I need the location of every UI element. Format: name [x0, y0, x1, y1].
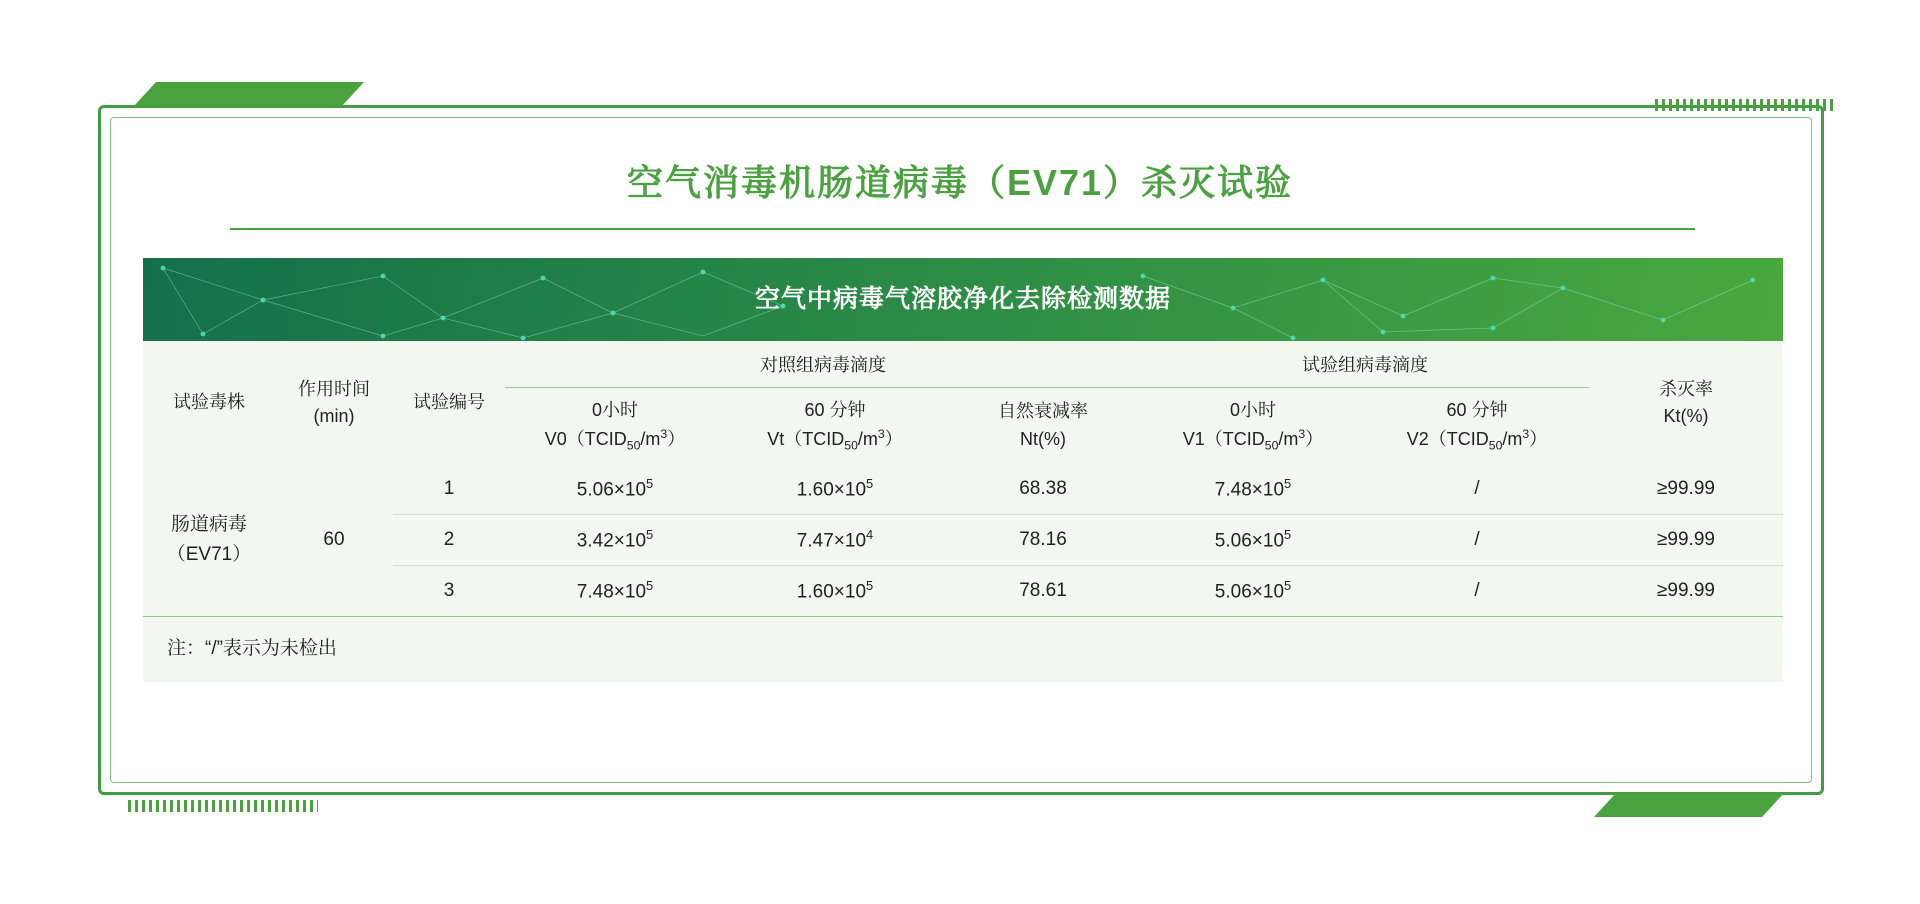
- decorative-corner-top-left: [134, 82, 364, 106]
- cell-natural-decay: 78.61: [945, 566, 1141, 617]
- title-divider: [230, 228, 1695, 230]
- cell-control-0h: $5.06\times 10^5$: [505, 464, 725, 515]
- cell-natural-decay: 68.38: [945, 464, 1141, 515]
- cell-kill-rate: ≥99.99: [1589, 566, 1783, 617]
- cell-test-0h: $5.06\times 10^5$: [1141, 515, 1365, 566]
- results-table: [143, 341, 1783, 617]
- cell-test-60min: /: [1365, 515, 1589, 566]
- banner-title: 空气中病毒气溶胶净化去除检测数据: [754, 285, 1171, 313]
- table-note: 注：“/”表示为未检出: [143, 617, 1783, 682]
- header-time: 作用时间 (min): [298, 378, 370, 426]
- cell-kill-rate: ≥99.99: [1589, 464, 1783, 515]
- cell-natural-decay: 78.16: [945, 515, 1141, 566]
- cell-kill-rate: ≥99.99: [1589, 515, 1783, 566]
- table-banner: [143, 258, 1783, 341]
- cell-test-60min: /: [1365, 464, 1589, 515]
- decorative-ticks-bottom-left: [128, 800, 318, 812]
- header-test-60min: 60 分钟 $V2(TCID_{50}/m^3)$: [1406, 399, 1548, 453]
- header-control-group: 对照组病毒滴度: [505, 341, 1141, 388]
- cell-time: 60: [275, 464, 393, 617]
- table-header-row-groups: [143, 341, 1783, 388]
- cell-test-number: 1: [393, 464, 505, 515]
- cell-test-0h: $7.48\times 10^5$: [1141, 464, 1365, 515]
- data-table-block: [143, 258, 1783, 682]
- header-control-0h: 0小时 $V0(TCID_{50}/m^3)$: [544, 399, 686, 453]
- cell-control-60min: $1.60\times 10^5$: [725, 464, 945, 515]
- cell-strain: 肠道病毒 （EV71）: [143, 464, 275, 617]
- page-title: 空气消毒机肠道病毒（EV71）杀灭试验: [626, 162, 1294, 203]
- table-row: [143, 464, 1783, 515]
- cell-test-60min: /: [1365, 566, 1589, 617]
- cell-control-60min: $1.60\times 10^5$: [725, 566, 945, 617]
- header-natural-decay: 自然衰减率 Nt(%): [998, 401, 1088, 449]
- decorative-ticks-top-right: [1655, 99, 1835, 111]
- cell-test-number: 2: [393, 515, 505, 566]
- cell-control-0h: $3.42\times 10^5$: [505, 515, 725, 566]
- cell-control-60min: $7.47\times 10^4$: [725, 515, 945, 566]
- cell-control-0h: $7.48\times 10^5$: [505, 566, 725, 617]
- cell-test-0h: $5.06\times 10^5$: [1141, 566, 1365, 617]
- header-control-60min: 60 分钟 $Vt(TCID_{50}/m^3)$: [767, 399, 903, 453]
- decorative-corner-bottom-right: [1594, 793, 1784, 817]
- header-test-group: 试验组病毒滴度: [1141, 341, 1589, 388]
- header-test-number: 试验编号: [413, 392, 485, 412]
- header-strain: 试验毒株: [173, 392, 245, 412]
- cell-test-number: 3: [393, 566, 505, 617]
- header-kill-rate: 杀灭率 Kt(%): [1659, 378, 1713, 426]
- header-test-0h: 0小时 $V1(TCID_{50}/m^3)$: [1182, 399, 1324, 453]
